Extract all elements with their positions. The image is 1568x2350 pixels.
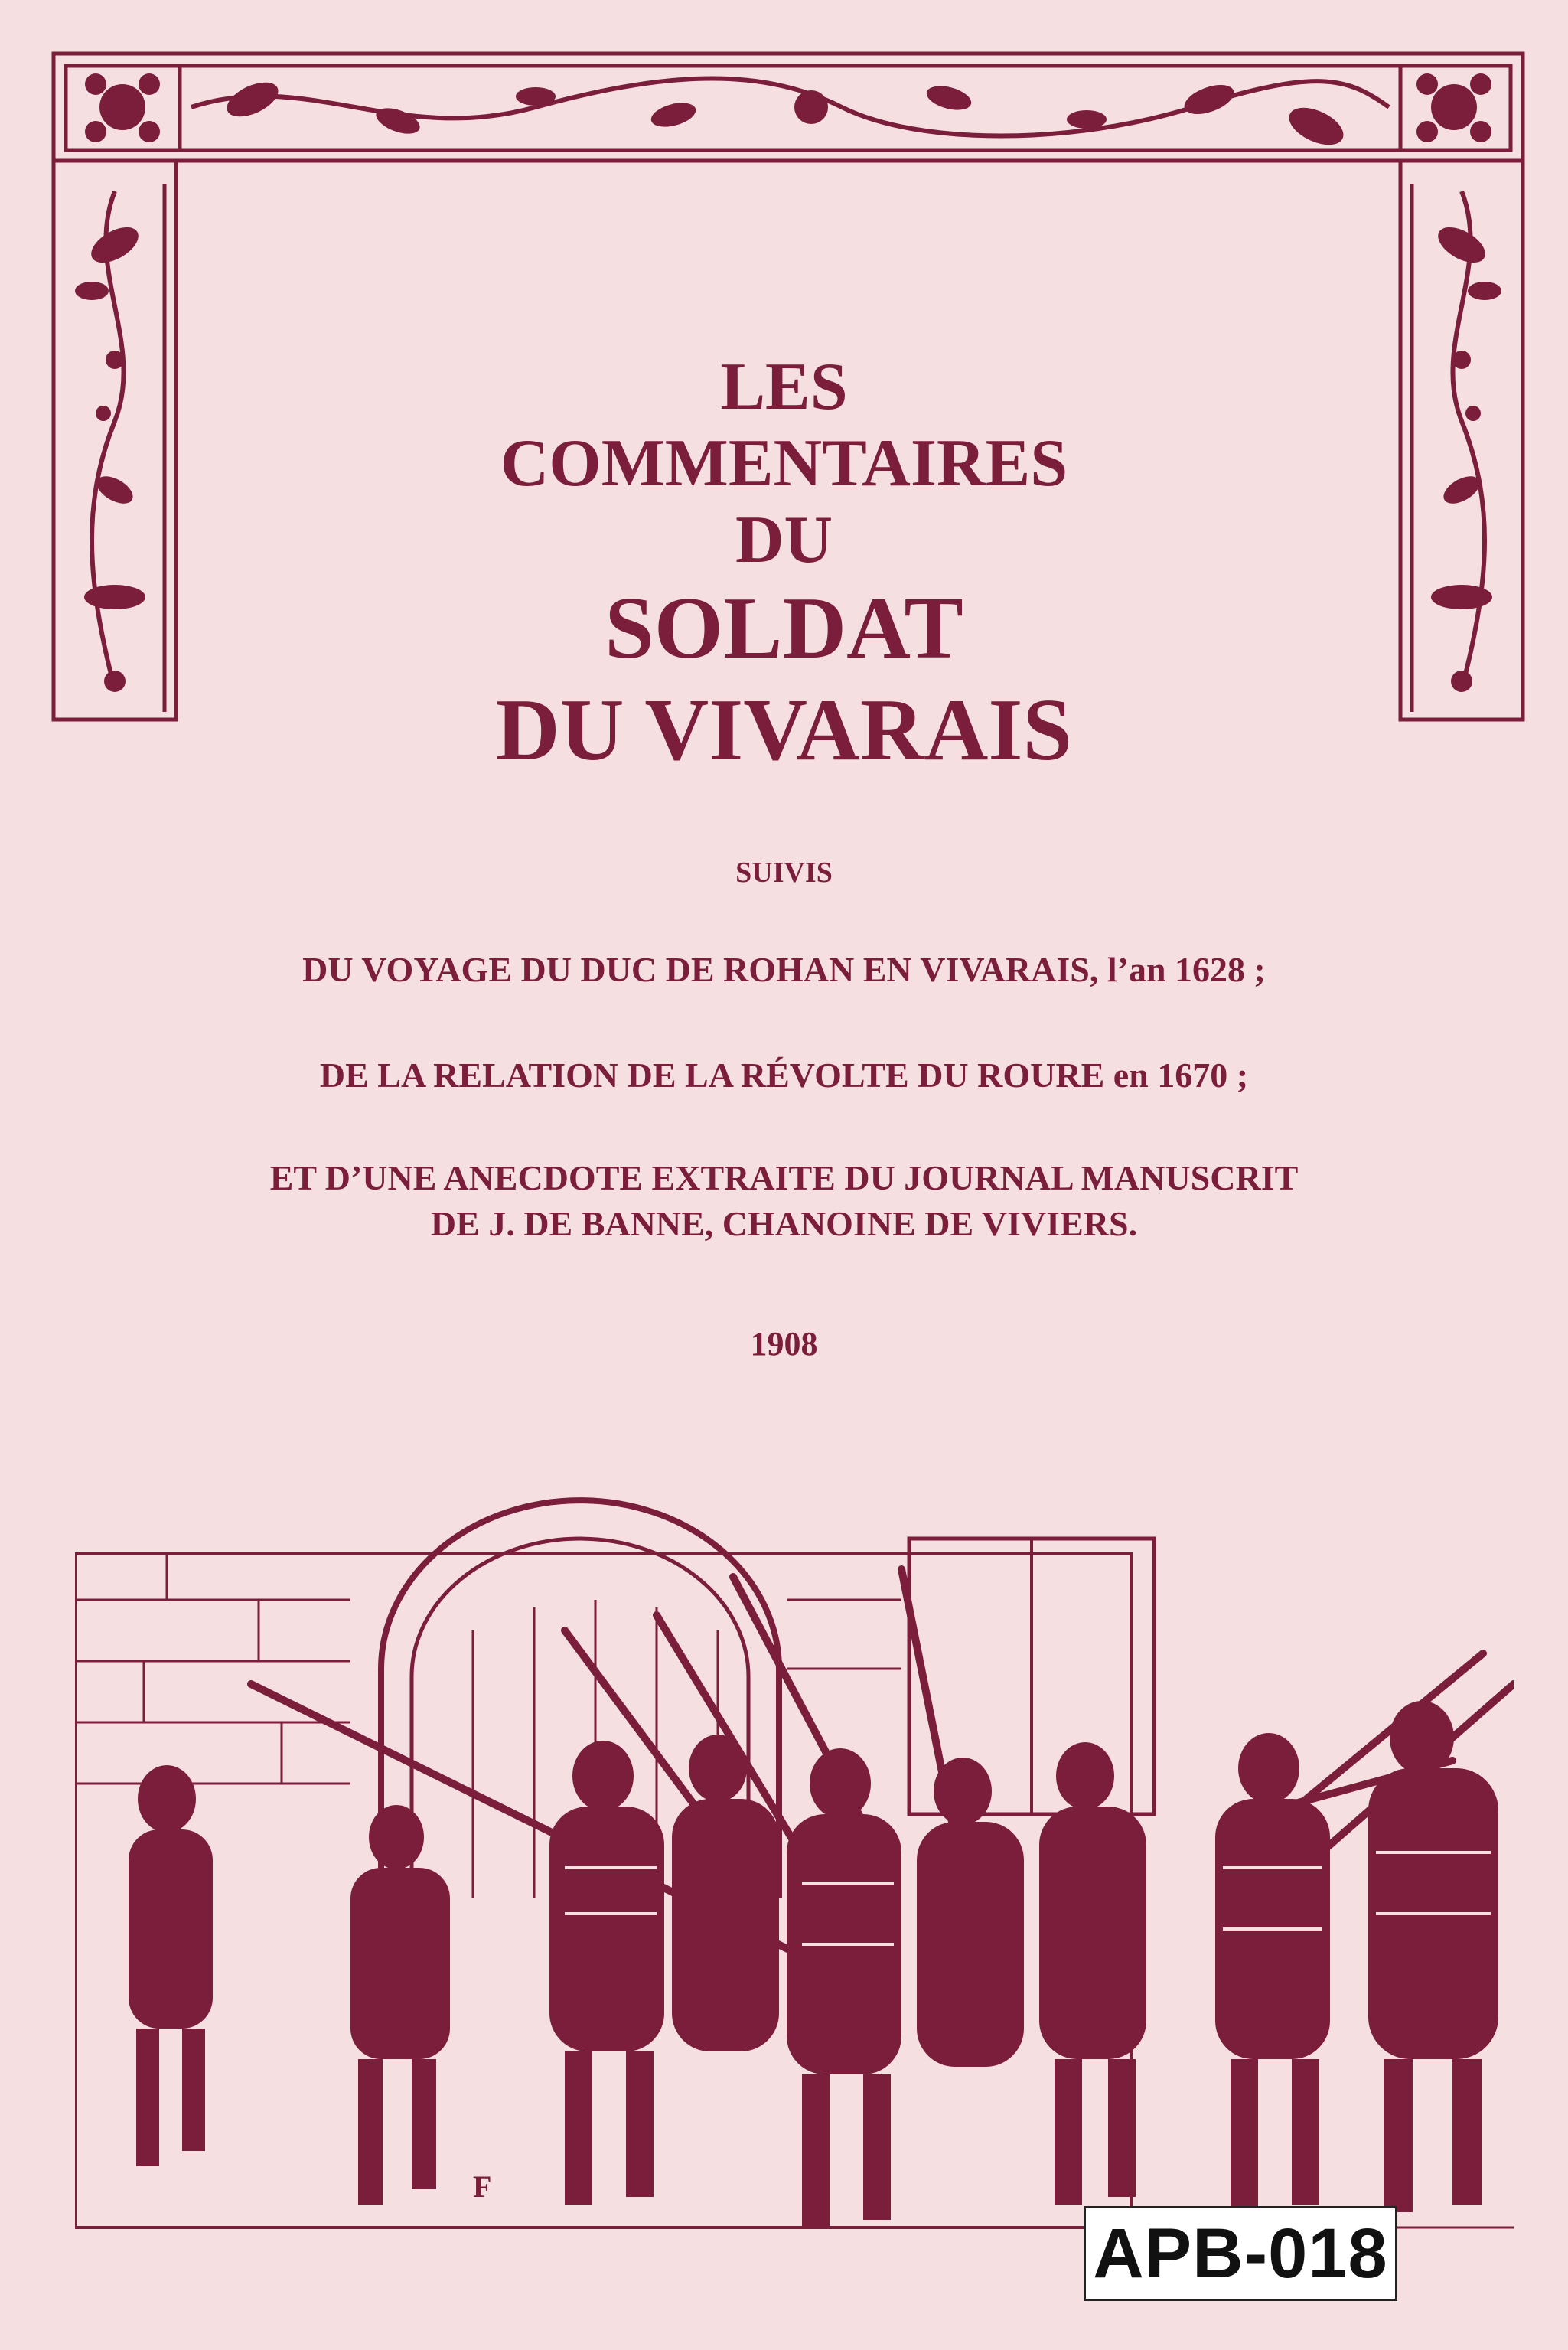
subtitle-revolte: DE LA RELATION DE LA RÉVOLTE DU ROURE en 1670 ;: [319, 1056, 1249, 1095]
title-line-1: LES: [720, 350, 848, 424]
library-call-number-sticker: APB-018: [1084, 2206, 1397, 2301]
engraving-signature: F: [473, 2169, 492, 2204]
title-line-5: DU VIVARAIS: [495, 681, 1073, 779]
subtitle-anecdote-line2: DE J. DE BANNE, CHANOINE DE VIVIERS.: [430, 1204, 1138, 1243]
suivis-label: SUIVIS: [735, 857, 833, 889]
subtitle-voyage: DU VOYAGE DU DUC DE ROHAN EN VIVARAIS, l’an 1628 ;: [302, 950, 1266, 989]
title-line-3: DU: [735, 503, 833, 577]
subtitle-anecdote-line1: ET D’UNE ANECDOTE EXTRAITE DU JOURNAL MANUSCRIT: [269, 1158, 1299, 1197]
battle-engraving: [75, 1439, 1514, 2281]
publication-year: 1908: [750, 1325, 818, 1363]
title-line-4: SOLDAT: [605, 579, 963, 677]
title-line-2: COMMENTAIRES: [500, 426, 1068, 501]
